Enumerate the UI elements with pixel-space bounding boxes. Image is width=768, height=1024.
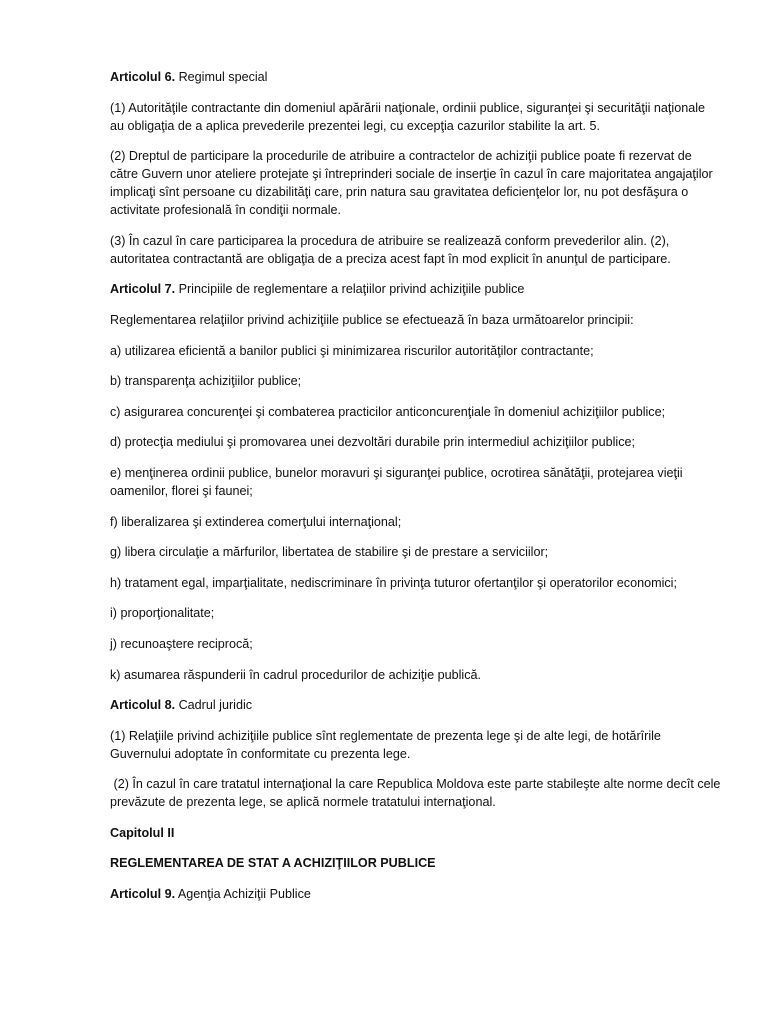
list-item: j) recunoaştere reciprocă; (110, 636, 253, 651)
article-label: Articolul 7. (110, 282, 176, 297)
article-title: Agenţia Achiziţii Publice (175, 887, 311, 902)
article-7-heading (110, 280, 722, 298)
list-item: e) menţinerea ordinii publice, bunelor moravuri şi siguranţei publice, ocrotirea sănătăţii, protejarea vieţii oamenilor, florei şi faunei; (110, 465, 683, 498)
article-6-heading (110, 68, 722, 86)
principles-list (110, 342, 722, 684)
article-8-heading (110, 696, 722, 714)
article-title: Regimul special (175, 70, 268, 84)
chapter-title-text: REGLEMENTAREA DE STAT A ACHIZIŢIILOR PUBLICE (110, 856, 436, 871)
list-item: c) asigurarea concurenţei şi combaterea practicilor anticoncurenţiale în domeniul achiziţiilor publice; (110, 404, 666, 419)
list-item: k) asumarea răspunderii în cadrul procedurilor de achiziţie publică. (110, 667, 482, 682)
article-title: Cadrul juridic (175, 698, 253, 713)
list-item: b) transparenţa achiziţiilor publice; (110, 374, 302, 389)
list-item: a) utilizarea eficientă a banilor publici şi minimizarea riscurilor autorităţilor contractante; (110, 343, 594, 358)
article-label: Articolul 6. (110, 70, 176, 84)
article-9-heading (110, 885, 722, 903)
chapter-label (110, 824, 722, 842)
list-item: i) proporţionalitate; (110, 606, 215, 621)
article-label: Articolul 9. (110, 887, 176, 902)
paragraph: (2) Dreptul de participare la procedurile de atribuire a contractelor de achiziţii publice poate fi rezervat de către Guvern unor ateliere protejate şi întreprinderi sociale de inserţie în cazul în care majoritatea angajaţilor implicaţi sînt persoane cu dizabilităţi care, prin natura sau gravitatea deficienţelor lor, nu pot desfăşura o activitate profesională în condiţii normale. (110, 149, 713, 218)
list-item: f) liberalizarea şi extinderea comerţului internaţional; (110, 514, 402, 529)
paragraph: (2) În cazul în care tratatul internaţional la care Republica Moldova este parte stabileşte alte norme decît cele prevăzute de prezenta lege, se aplică normele tratatului internaţional. (110, 777, 724, 810)
list-item: g) libera circulaţie a mărfurilor, libertatea de stabilire şi de prestare a serviciilor; (110, 545, 549, 560)
chapter-label-text: Capitolul II (110, 825, 175, 840)
article-label: Articolul 8. (110, 698, 176, 713)
list-item: h) tratament egal, imparţialitate, nediscriminare în privinţa tuturor ofertanţilor şi operatorilor economici; (110, 575, 677, 590)
article-title: Principiile de reglementare a relaţiilor privind achiziţiile publice (175, 282, 525, 297)
list-item: d) protecţia mediului şi promovarea unei dezvoltări durabile prin intermediul achiziţiilor publice; (110, 435, 635, 450)
paragraph: Reglementarea relaţiilor privind achiziţiile publice se efectuează în baza următoarelor principii: (110, 312, 634, 327)
paragraph: (3) În cazul în care participarea la procedura de atribuire se realizează conform prevederilor alin. (2), autoritatea contractantă are obligaţia de a preciza acest fapt în mod explicit în anunţul de participare. (110, 233, 671, 266)
paragraph: (1) Relaţiile privind achiziţiile publice sînt reglementate de prezenta lege şi de alte legi, de hotărîrile Guvernului adoptate în conformitate cu prezenta lege. (110, 728, 661, 761)
chapter-title (110, 854, 722, 872)
paragraph: (1) Autorităţile contractante din domeniul apărării naţionale, ordinii publice, siguranţei şi securităţii naţionale au obligaţia de a aplica prevederile prezentei legi, cu excepţia cazurilor stabilite la art. 5. (110, 100, 706, 133)
document-body (110, 68, 722, 916)
